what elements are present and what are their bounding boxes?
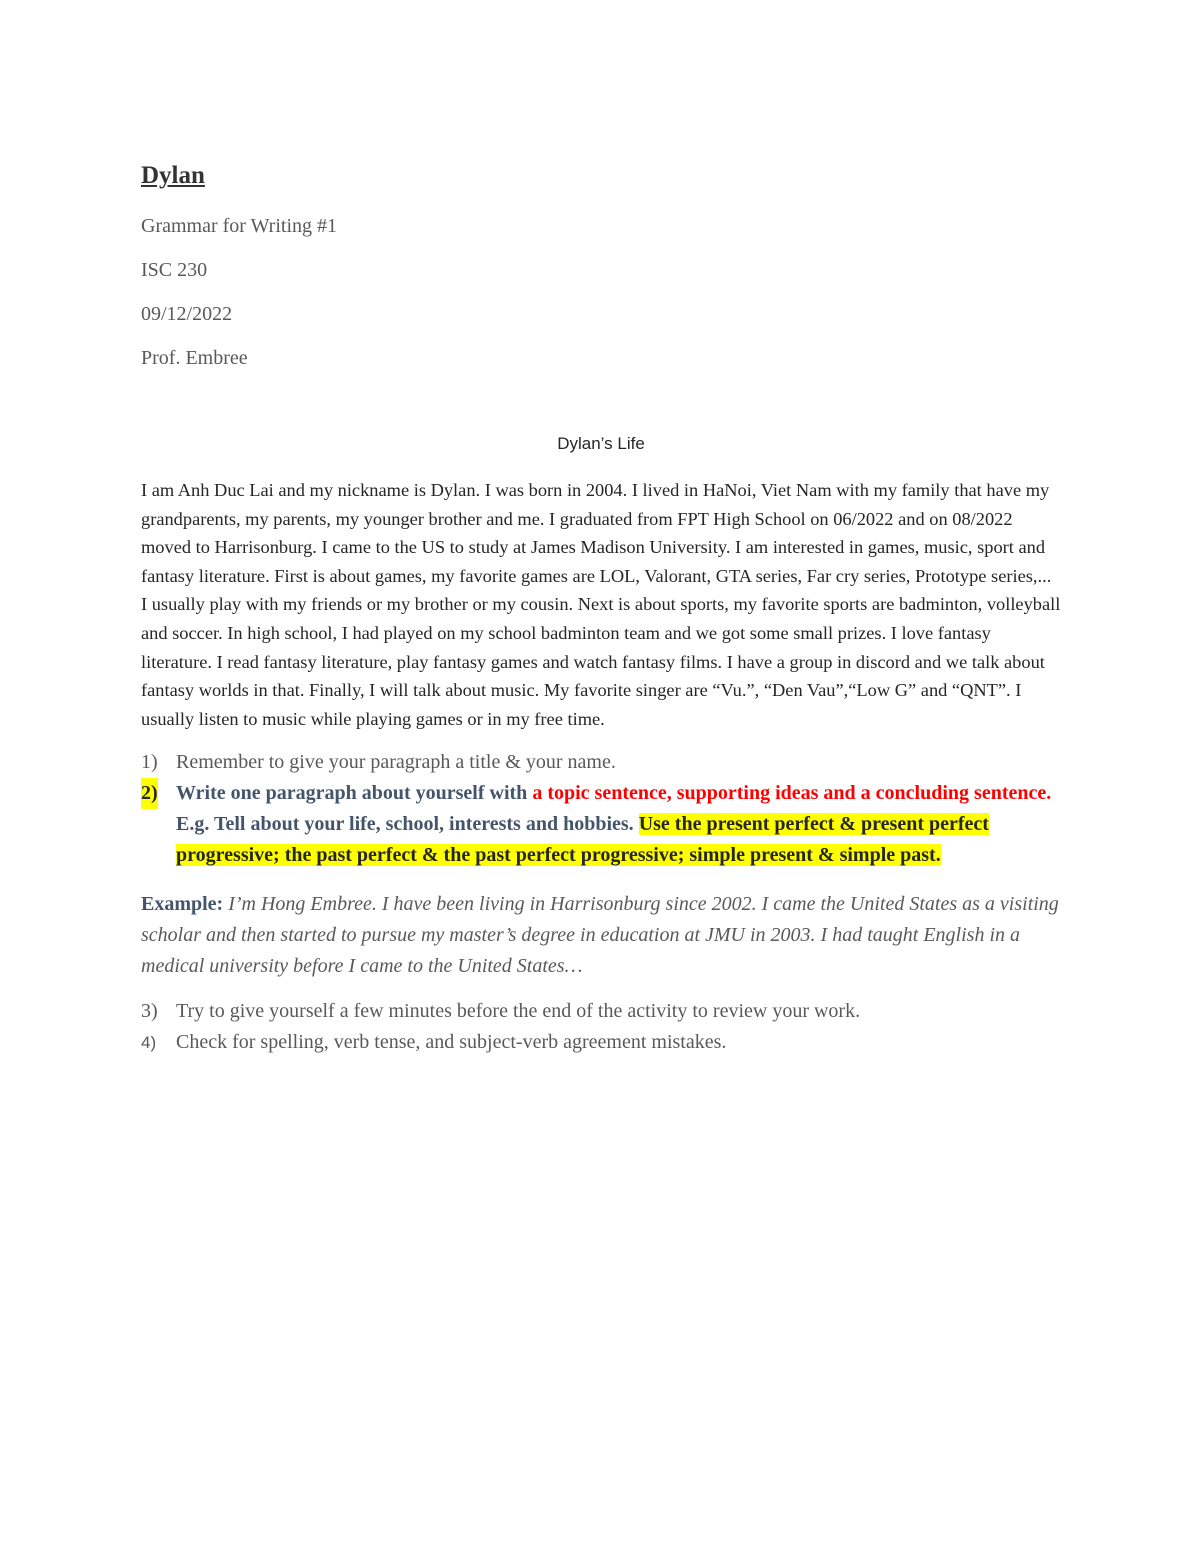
course-name: Grammar for Writing #1 [141, 215, 337, 237]
item-text: Remember to give your paragraph a title & your name. [176, 751, 616, 774]
item-text-part2: E.g. Tell about your life, school, interests and hobbies. [176, 813, 639, 836]
item-number: 4) [141, 1033, 157, 1053]
example-paragraph [141, 889, 1061, 982]
instruction-item-3 [141, 996, 1061, 1027]
item-text-red: a topic sentence, supporting ideas and a concluding sentence. [532, 782, 1052, 805]
example-label: Example: [141, 893, 224, 916]
class-code: ISC 230 [141, 259, 208, 281]
item-number: 3) [141, 1000, 158, 1023]
item-text-highlight: Use the present perfect & present perfect progressive; the past perfect & the past perfect progressive; simple present & simple past. [176, 813, 989, 867]
item-number: 1) [141, 751, 158, 774]
item-number: 2) [141, 778, 158, 809]
instruction-list-2 [141, 996, 1061, 1058]
essay-body: I am Anh Duc Lai and my nickname is Dylan. I was born in 2004. I lived in HaNoi, Viet Nam with my family that have my grandparents, my parents, my younger brother and me. I graduated from FPT High School on 06/2022 and on 08/2022 moved to Harrisonburg. I came to the US to study at James Madison University. I am interested in games, music, sport and fantasy literature. First is about games, my favorite games are LOL, Valorant, GTA series, Far cry series, Prototype series,... I usually play with my friends or my brother or my cousin. Next is about sports, my favorite sports are badminton, volleyball and soccer. In high school, I had played on my school badminton team and we got some small prizes. I love fantasy literature. I read fantasy literature, play fantasy games and watch fantasy films. I have a group in discord and we talk about fantasy worlds in that. Finally, I will talk about music. My favorite singer are “Vu.”, “Den Vau”,“Low G” and “QNT”. I usually listen to music while playing games or in my free time. [141, 480, 1061, 729]
item-text: Try to give yourself a few minutes before the end of the activity to review your work. [176, 1000, 861, 1023]
essay-title: Dylan’s Life [557, 434, 645, 453]
professor: Prof. Embree [141, 347, 248, 369]
item-text: Check for spelling, verb tense, and subject-verb agreement mistakes. [176, 1031, 727, 1054]
instruction-item-1 [141, 747, 1061, 778]
instruction-list-1 [141, 747, 1061, 871]
example-text: I’m Hong Embree. I have been living in Harrisonburg since 2002. I came the United States as a visiting scholar and then started to pursue my master’s degree in education at JMU in 2003. I had taught English in a medical university before I came to the United States… [141, 893, 1059, 978]
student-name: Dylan [141, 162, 205, 189]
instruction-item-2 [141, 778, 1061, 871]
item-text-part1: Write one paragraph about yourself with [176, 782, 533, 805]
document-page [141, 158, 1061, 1058]
instruction-item-4 [141, 1027, 1061, 1058]
date: 09/12/2022 [141, 303, 233, 325]
